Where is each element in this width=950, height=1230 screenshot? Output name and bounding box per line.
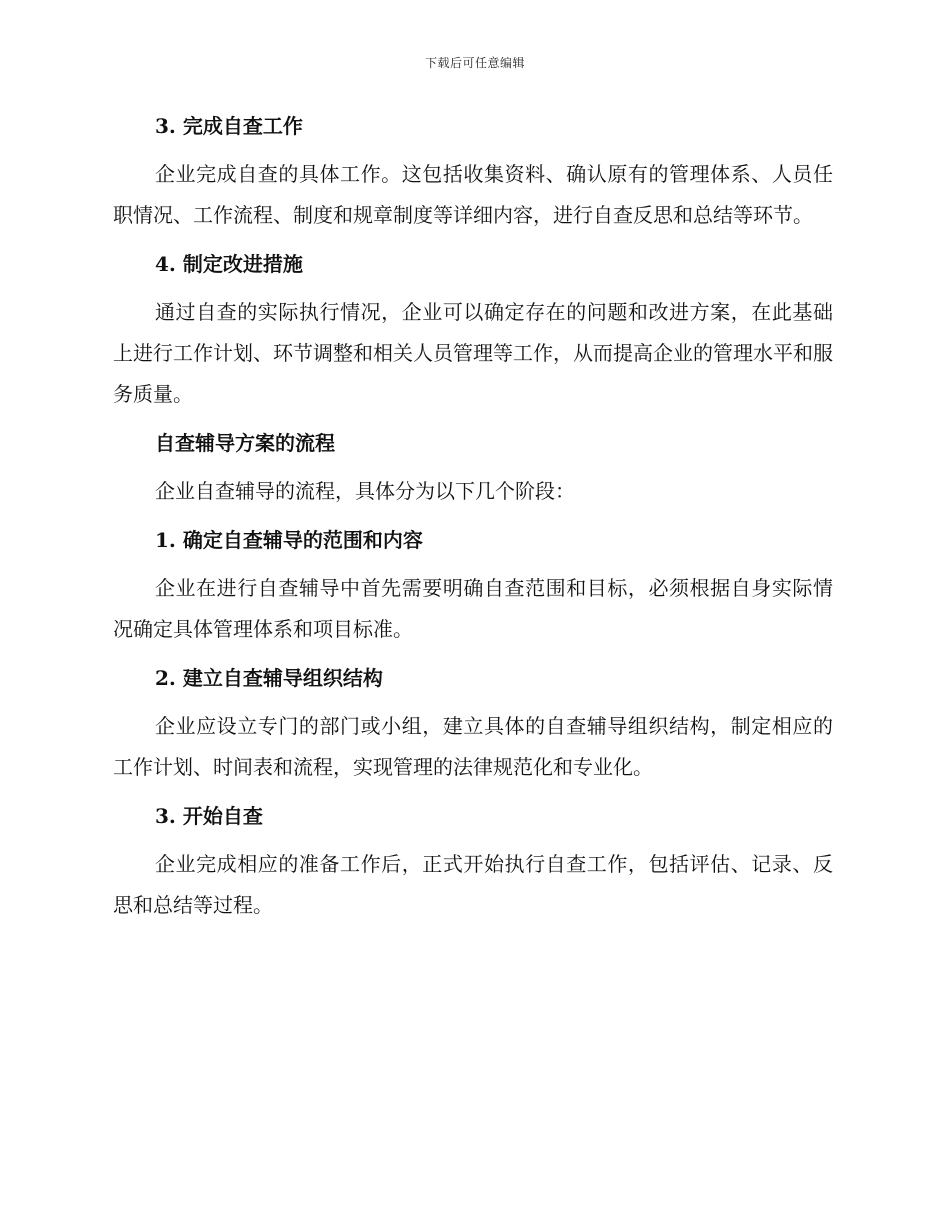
paragraph: 通过自查的实际执行情况，企业可以确定存在的问题和改进方案，在此基础上进行工作计划、环节调整和相关人员管理等工作，从而提高企业的管理水平和服务质量。	[113, 300, 833, 406]
section-heading: 2. 建立自查辅导组织结构	[155, 666, 383, 690]
paragraph: 企业在进行自查辅导中首先需要明确自查范围和目标，必须根据自身实际情况确定具体管理体系和项目标准。	[113, 576, 833, 641]
section-heading: 1. 确定自查辅导的范围和内容	[155, 528, 423, 552]
section-heading: 自查辅导方案的流程	[155, 431, 335, 455]
paragraph: 企业自查辅导的流程，具体分为以下几个阶段：	[155, 479, 575, 503]
paragraph: 企业应设立专门的部门或小组，建立具体的自查辅导组织结构，制定相应的工作计划、时间表和流程，实现管理的法律规范化和专业化。	[113, 714, 833, 779]
section-heading: 4. 制定改进措施	[155, 252, 303, 276]
page-header: 下载后可任意编辑	[424, 56, 525, 70]
paragraph: 企业完成相应的准备工作后，正式开始执行自查工作，包括评估、记录、反思和总结等过程。	[113, 852, 833, 917]
document-body	[113, 106, 833, 926]
section-heading: 3. 开始自查	[155, 804, 263, 828]
section-heading: 3. 完成自查工作	[155, 114, 303, 138]
paragraph: 企业完成自查的具体工作。这包括收集资料、确认原有的管理体系、人员任职情况、工作流程、制度和规章制度等详细内容，进行自查反思和总结等环节。	[113, 162, 833, 227]
